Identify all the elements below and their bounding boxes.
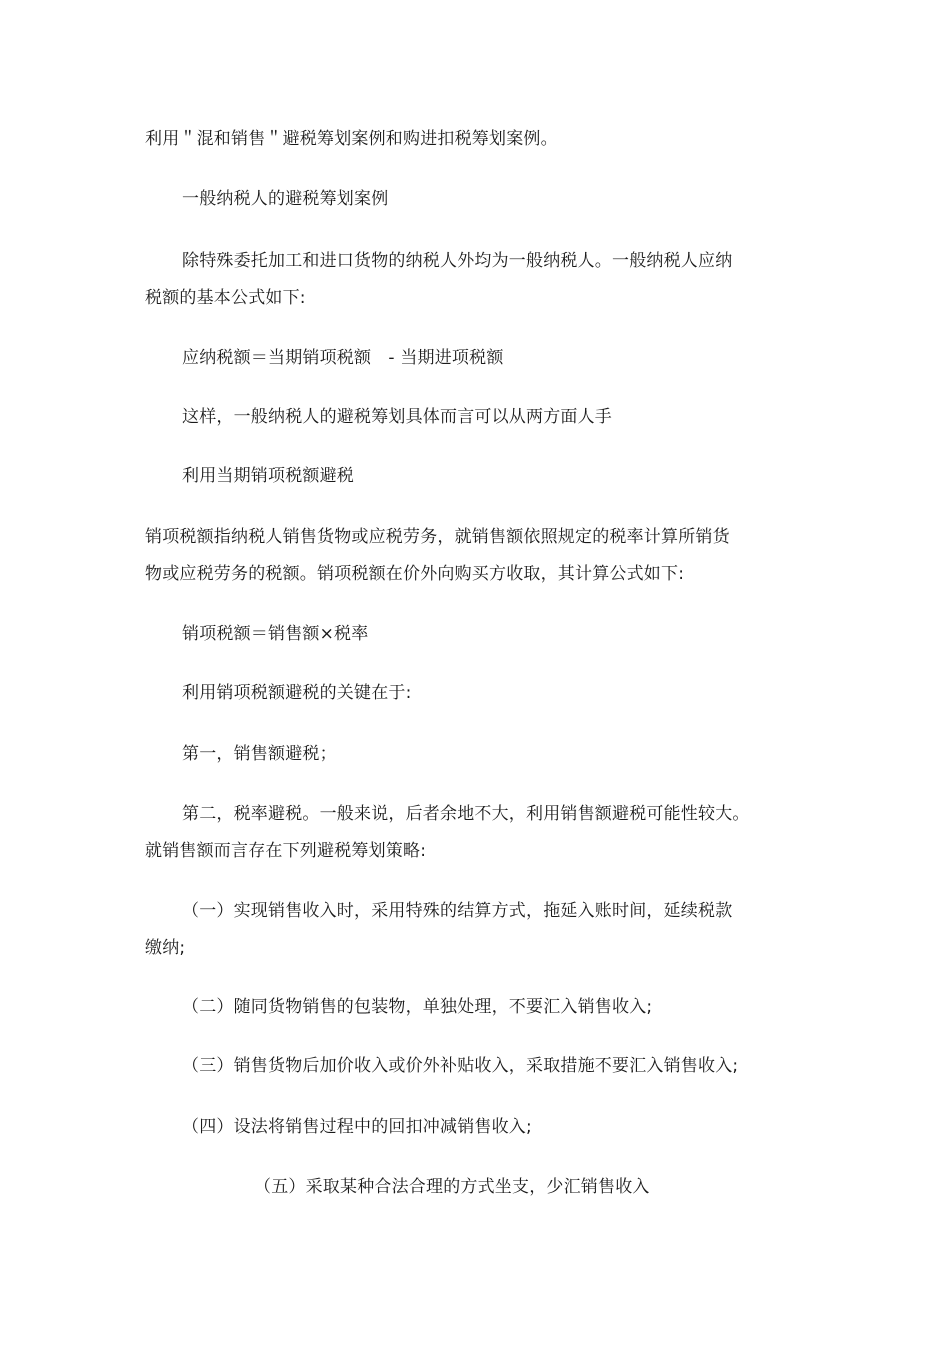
paragraph-second-point-line2: 就销售额而言存在下列避税筹划策略:	[145, 841, 427, 861]
paragraph-output-tax-line1: 销项税额指纳税人销售货物或应税劳务，就销售额依照规定的税率计算所销货	[145, 527, 730, 547]
heading-output-tax: 利用当期销项税额避税	[182, 466, 354, 486]
paragraph-key-points: 利用销项税额避税的关键在于:	[182, 683, 412, 703]
paragraph-first-point: 第一，销售额避税；	[182, 744, 337, 764]
list-item-4: （四）设法将销售过程中的回扣冲减销售收入;	[182, 1117, 532, 1137]
paragraph-definition-line2: 税额的基本公式如下:	[145, 288, 306, 308]
paragraph-output-tax-line2: 物或应税劳务的税额。销项税额在价外向购买方收取，其计算公式如下:	[145, 564, 685, 584]
paragraph-definition-line1: 除特殊委托加工和进口货物的纳税人外均为一般纳税人。一般纳税人应纳	[182, 251, 733, 271]
list-item-3: （三）销售货物后加价收入或价外补贴收入，采取措施不要汇入销售收入;	[182, 1056, 739, 1076]
list-item-5: （五）采取某种合法合理的方式坐支，少汇销售收入	[254, 1177, 650, 1197]
paragraph-second-point-line1: 第二，税率避税。一般来说，后者余地不大，利用销售额避税可能性较大。	[182, 804, 750, 824]
list-item-1-line2: 缴纳;	[145, 938, 186, 958]
paragraph-intro: 利用＂混和销售＂避税筹划案例和购进扣税筹划案例。	[145, 129, 558, 149]
heading-general-taxpayer: 一般纳税人的避税筹划案例	[182, 189, 389, 209]
paragraph-two-aspects: 这样，一般纳税人的避税筹划具体而言可以从两方面人手	[182, 407, 612, 427]
list-item-2: （二）随同货物销售的包装物，单独处理，不要汇入销售收入;	[182, 997, 653, 1017]
list-item-1-line1: （一）实现销售收入时，采用特殊的结算方式，拖延入账时间，延续税款	[182, 901, 733, 921]
formula-tax-payable: 应纳税额＝当期销项税额 - 当期进项税额	[182, 348, 504, 368]
formula-output-tax: 销项税额＝销售额×税率	[182, 624, 369, 644]
